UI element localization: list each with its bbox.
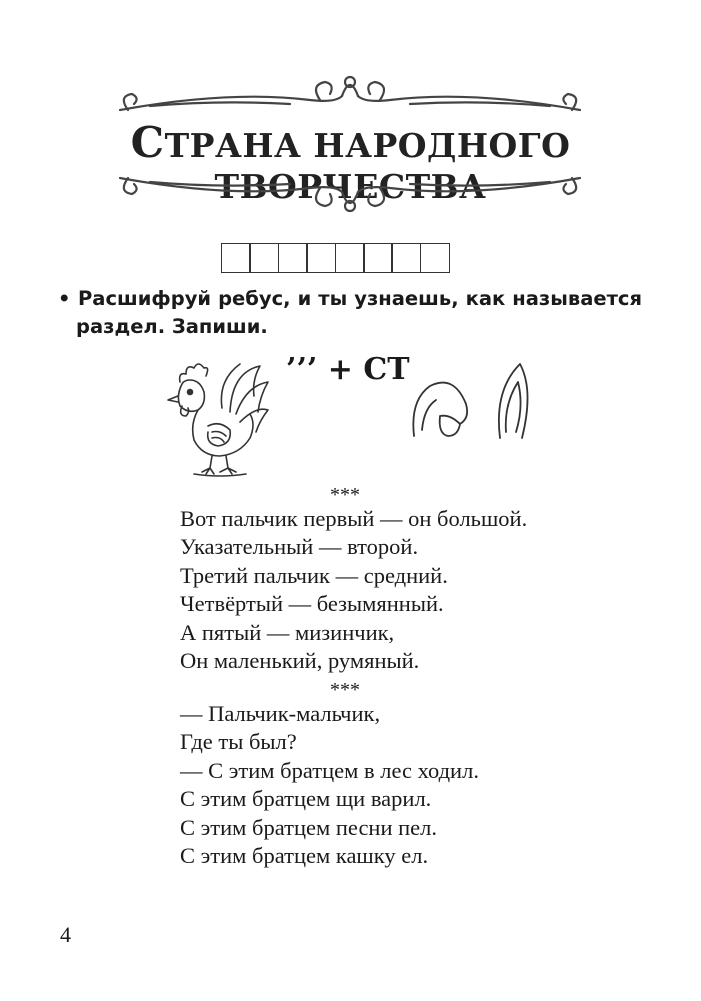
answer-box[interactable] [335, 243, 365, 273]
poem-line: Указательный — второй. [180, 534, 419, 560]
task-line-2: раздел. Запиши. [76, 315, 268, 338]
poem-line: Он маленький, румяный. [180, 648, 420, 674]
task-instruction [58, 285, 642, 341]
poem-separator: *** [330, 679, 360, 701]
top-ornament-icon [110, 70, 590, 120]
bullet: • [58, 287, 71, 310]
answer-box[interactable] [278, 243, 308, 273]
poem-line: Четвёртый — безымянный. [180, 591, 444, 617]
bunny-ears-icon [410, 360, 535, 440]
task-line-1: Расшифруй ребус, и ты узнаешь, как называется [78, 287, 642, 310]
poem-line: С этим братцем щи варил. [180, 786, 432, 812]
answer-box[interactable] [306, 243, 336, 273]
answer-box[interactable] [221, 243, 251, 273]
answer-boxes [221, 243, 450, 273]
poem-line: А пятый — мизинчик, [180, 619, 395, 645]
poem-2 [180, 700, 479, 870]
answer-box[interactable] [363, 243, 393, 273]
poem-line: — Пальчик-мальчик, [180, 701, 381, 726]
answer-box[interactable] [391, 243, 421, 273]
page-title: СТРАНА НАРОДНОГО ТВОРЧЕСТВА [130, 118, 571, 206]
poem-line: Вот пальчик первый — он большой. [180, 506, 528, 531]
poem-1 [180, 505, 527, 675]
poem-line: Третий пальчик — средний. [180, 562, 448, 588]
rebus-formula: ’’’ + СТ [286, 352, 410, 387]
poem-separator: *** [330, 484, 360, 506]
bottom-ornament-icon [110, 168, 590, 218]
poem-line: С этим братцем кашку ел. [180, 843, 429, 869]
answer-box[interactable] [420, 243, 450, 273]
rooster-icon [160, 352, 270, 477]
poem-line: Где ты был? [180, 729, 297, 755]
page-number: 4 [60, 922, 71, 947]
poem-line: С этим братцем песни пел. [180, 814, 438, 840]
poem-line: — С этим братцем в лес ходил. [180, 757, 479, 783]
answer-box[interactable] [249, 243, 279, 273]
